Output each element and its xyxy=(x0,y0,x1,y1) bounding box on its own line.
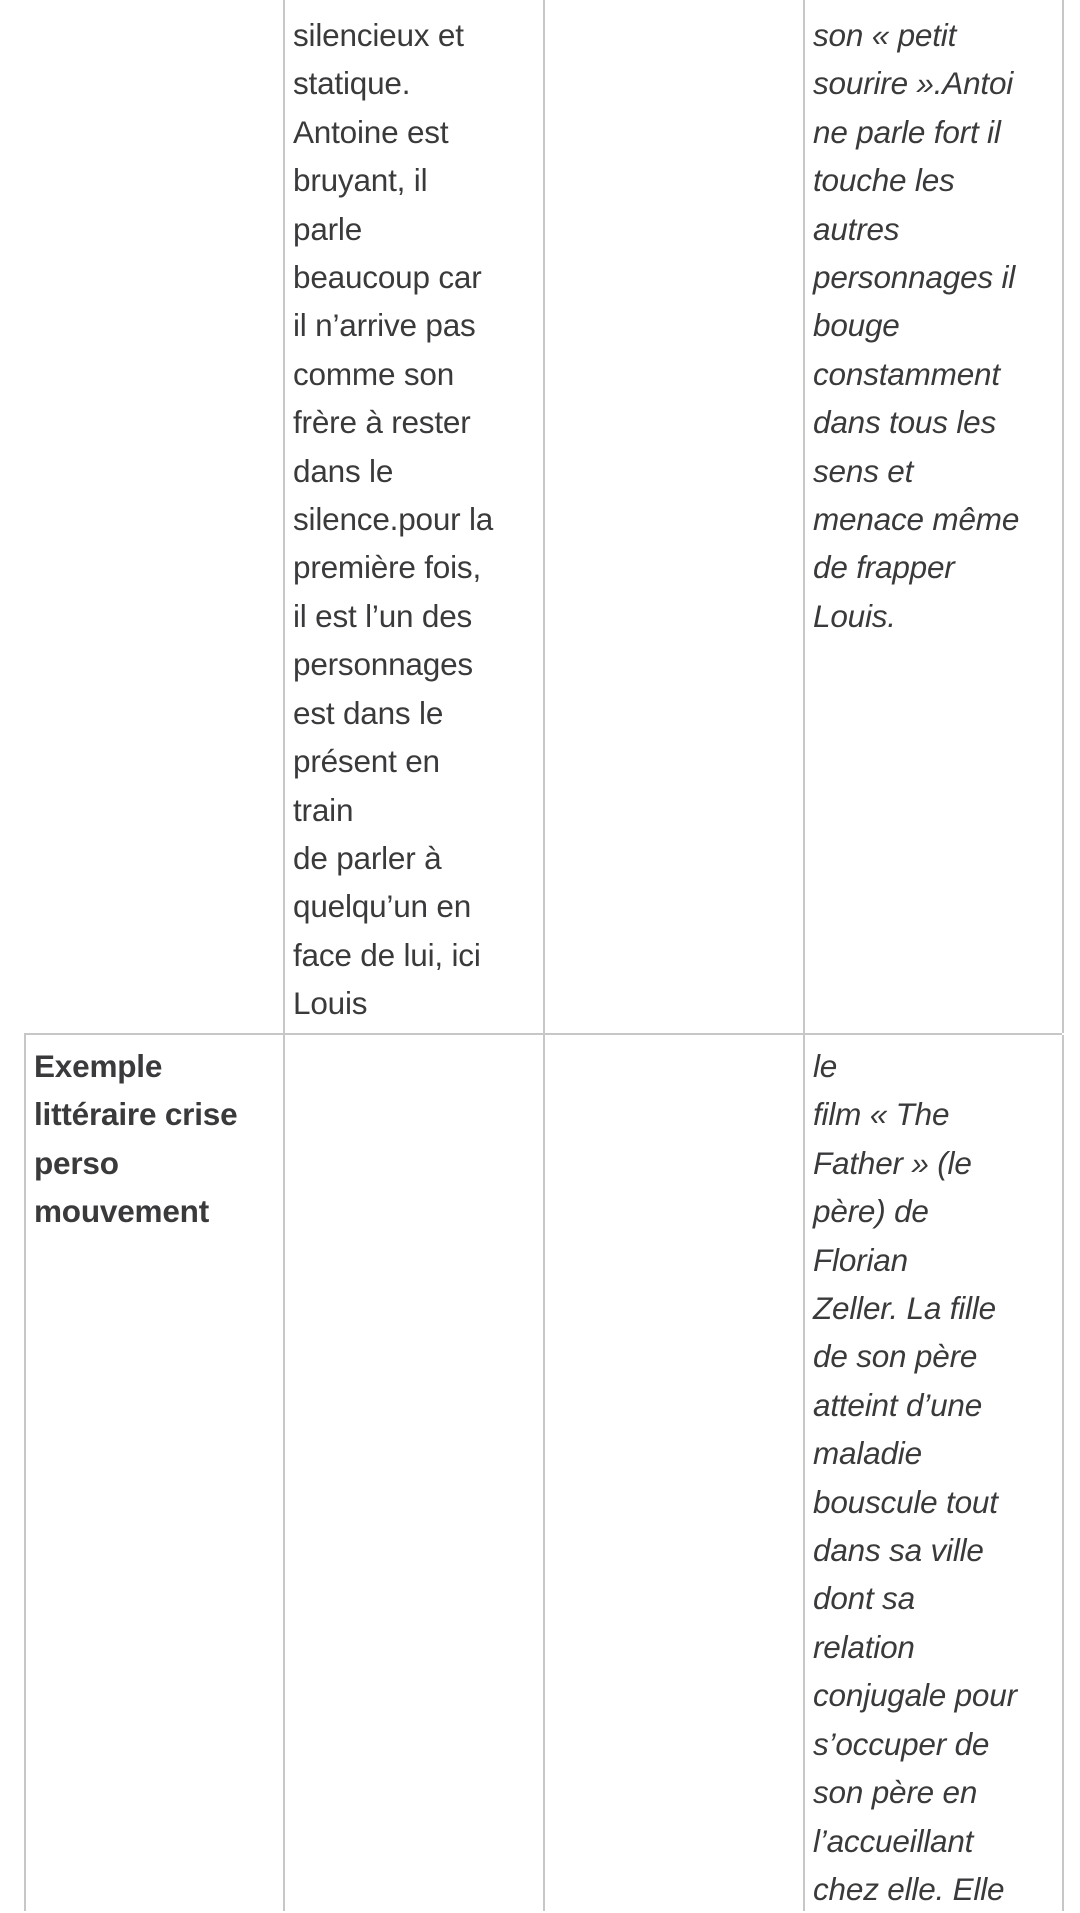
table-cell-row2-col3 xyxy=(543,1035,803,1911)
column-divider xyxy=(283,0,285,1033)
table-cell-row2-col4 xyxy=(803,1035,1062,1911)
table-row xyxy=(24,0,1062,1033)
cell-text-antoine-gestures: son « petit sourire ».Antoi ne parle fort il touche les autres personnages il bouge constamment dans tous les sens et menace même de frapper Louis. xyxy=(813,17,1020,634)
column-divider xyxy=(24,1035,26,1911)
column-divider xyxy=(543,0,545,1033)
table-cell-row1-col2 xyxy=(283,0,543,1033)
column-divider xyxy=(1062,1035,1064,1911)
cell-text-the-father-example: le film « The Father » (le père) de Florian Zeller. La fille de son père atteint d’une maladie bouscule tout dans sa ville dont sa relation conjugale pour s’occuper de son père en l’accueillant chez elle. Elle xyxy=(813,1048,1017,1907)
cell-text-antoine-description: silencieux et statique. Antoine est bruyant, il parle beaucoup car il n’arrive pas comme son frère à rester dans le silence.pour la première fois, il est l’un des personnages est dans le présent en train de parler à quelqu’un en face de lui, ici Louis xyxy=(293,17,494,1022)
column-divider xyxy=(1062,0,1064,1033)
table-cell-row1-col1 xyxy=(24,0,283,1033)
table-row xyxy=(24,1033,1062,1911)
table-cell-row2-col1 xyxy=(24,1035,283,1911)
column-divider xyxy=(803,0,805,1033)
column-divider xyxy=(543,1035,545,1911)
column-divider xyxy=(283,1035,285,1911)
row-header-exemple-litteraire: Exemple littéraire crise perso mouvement xyxy=(34,1048,238,1230)
table-cell-row1-col3 xyxy=(543,0,803,1033)
table-cell-row2-col2 xyxy=(283,1035,543,1911)
column-divider xyxy=(803,1035,805,1911)
table-cell-row1-col4 xyxy=(803,0,1062,1033)
comparison-table xyxy=(24,0,1062,1909)
